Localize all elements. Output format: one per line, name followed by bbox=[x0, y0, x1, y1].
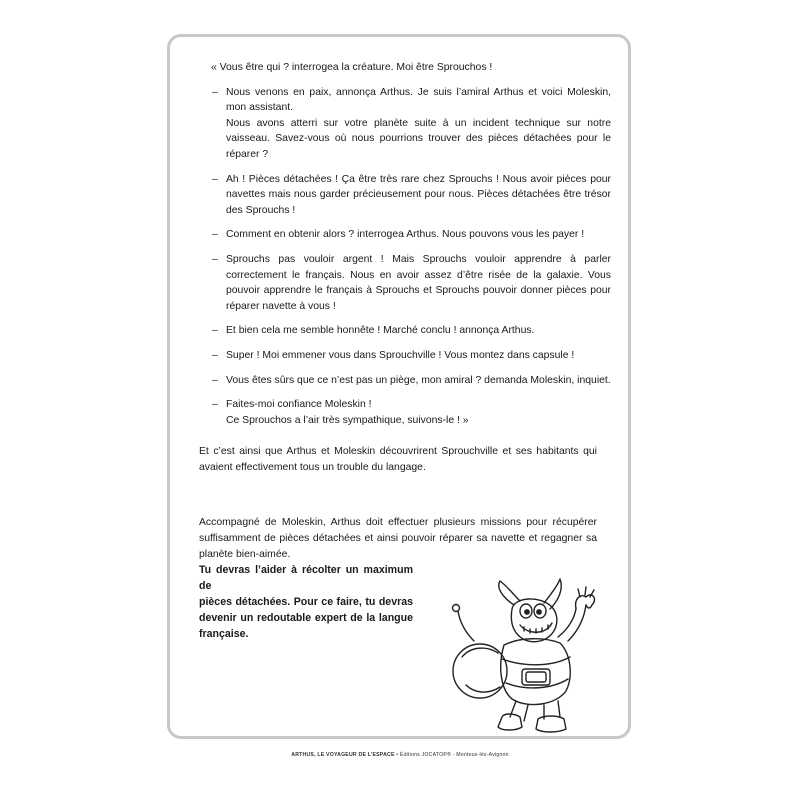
dialogue-line: Vous êtes sûrs que ce n’est pas un piège, mon amiral ? demanda Moleskin, inquiet. bbox=[226, 374, 611, 386]
footer-publisher: • Éditions JOCATOP® bbox=[394, 752, 453, 758]
dialogue-line: Sprouchs pas vouloir argent ! Mais Sprouchs vouloir apprendre à parler correctement le français. Nous en avoir assez d’être risée de la galaxie. Vous pouvoir apprendre le français à Sprouchs et Sprouchs pouvoir donner pièces pour réparer navette à vous ! bbox=[226, 253, 611, 312]
dialogue-line: Nous avons atterri sur votre planète suite à un incident technique sur notre vaisseau. Savez-vous où nous pourrions trouver des pièces détachées pour le réparer ? bbox=[226, 117, 611, 160]
mission-line: pièces détachées. Pour ce faire, tu devras bbox=[199, 596, 413, 609]
footer-title: ARTHUS, LE VOYAGEUR DE L’ESPACE bbox=[291, 752, 395, 758]
dialogue-line: Super ! Moi emmener vous dans Sprouchville ! Vous montez dans capsule ! bbox=[226, 349, 575, 361]
dialogue-line: Faites-moi confiance Moleskin ! bbox=[226, 399, 372, 411]
dialogue-line: Nous venons en paix, annonça Arthus. Je suis l’amiral Arthus et voici Moleskin, mon assistant. bbox=[226, 86, 611, 114]
dialogue-line: Comment en obtenir alors ? interrogea Arthus. Nous pouvons vous les payer ! bbox=[226, 229, 585, 241]
dialogue-item: – Nous venons en paix, annonça Arthus. Je suis l’amiral Arthus et voici Moleskin, mon assistant. Nous avons atterri sur votre planète suite à un incident technique sur notre vaisseau. Savez-vous où nous pourrions trouver des pièces détachées pour le réparer ? bbox=[199, 85, 611, 163]
footer-place: - Monteux-lès-Avignon bbox=[452, 752, 509, 758]
opening-line: « Vous être qui ? interrogea la créature. Moi être Sprouchos ! bbox=[211, 62, 493, 73]
mission-line: Tu devras l’aider à récolter un maximum de bbox=[199, 564, 413, 593]
dialogue-item: – Sprouchs pas vouloir argent ! Mais Sprouchs vouloir apprendre à parler correctement le français. Nous en avoir assez d’être risée de la galaxie. Vous pouvoir apprendre le français à Sprouchs et Sprouchs pouvoir donner pièces pour réparer navette à vous ! bbox=[199, 252, 611, 314]
dialogue-item: – Faites-moi confiance Moleskin ! Ce Sprouchos a l’air très sympathique, suivons-le ! » bbox=[199, 397, 611, 428]
dialogue-line: Ah ! Pièces détachées ! Ça être très rare chez Sprouchs ! Nous avoir pièces pour navettes mais nous garder précieusement pour nous. Pièces détachées être trésor des Sprouchs ! bbox=[226, 173, 611, 216]
mission-line: devenir un redoutable expert de la langue bbox=[199, 612, 413, 625]
dialogue-list bbox=[199, 85, 611, 429]
mission-line: française. bbox=[199, 628, 249, 641]
dialogue-item: – Comment en obtenir alors ? interrogea Arthus. Nous pouvons vous les payer ! bbox=[199, 227, 611, 243]
page-footer bbox=[0, 752, 800, 758]
dialogue-item: – Super ! Moi emmener vous dans Sprouchville ! Vous montez dans capsule ! bbox=[199, 348, 611, 364]
story-text bbox=[199, 60, 611, 642]
dialogue-line: Ce Sprouchos a l’air très sympathique, suivons-le ! » bbox=[226, 414, 469, 426]
dialogue-item: – Vous êtes sûrs que ce n’est pas un piège, mon amiral ? demanda Moleskin, inquiet. bbox=[199, 373, 611, 389]
dialogue-item: – Et bien cela me semble honnête ! Marché conclu ! annonça Arthus. bbox=[199, 323, 611, 339]
sprouchos-illustration bbox=[440, 575, 600, 735]
dialogue-item: – Ah ! Pièces détachées ! Ça être très rare chez Sprouchs ! Nous avoir pièces pour navettes mais nous garder précieusement pour nous. Pièces détachées être trésor des Sprouchs ! bbox=[199, 172, 611, 219]
mission-paragraph bbox=[199, 562, 413, 642]
intro-paragraph: Accompagné de Moleskin, Arthus doit effectuer plusieurs missions pour récupérer suffisamment de pièces détachées et ainsi pouvoir réparer sa navette et regagner sa planète bien-aimée. bbox=[199, 517, 597, 560]
dialogue-line: Et bien cela me semble honnête ! Marché conclu ! annonça Arthus. bbox=[226, 325, 535, 337]
narration-paragraph: Et c’est ainsi que Arthus et Moleskin découvrirent Sprouchville et ses habitants qui avaient effectivement tous un trouble du langage. bbox=[199, 446, 597, 473]
